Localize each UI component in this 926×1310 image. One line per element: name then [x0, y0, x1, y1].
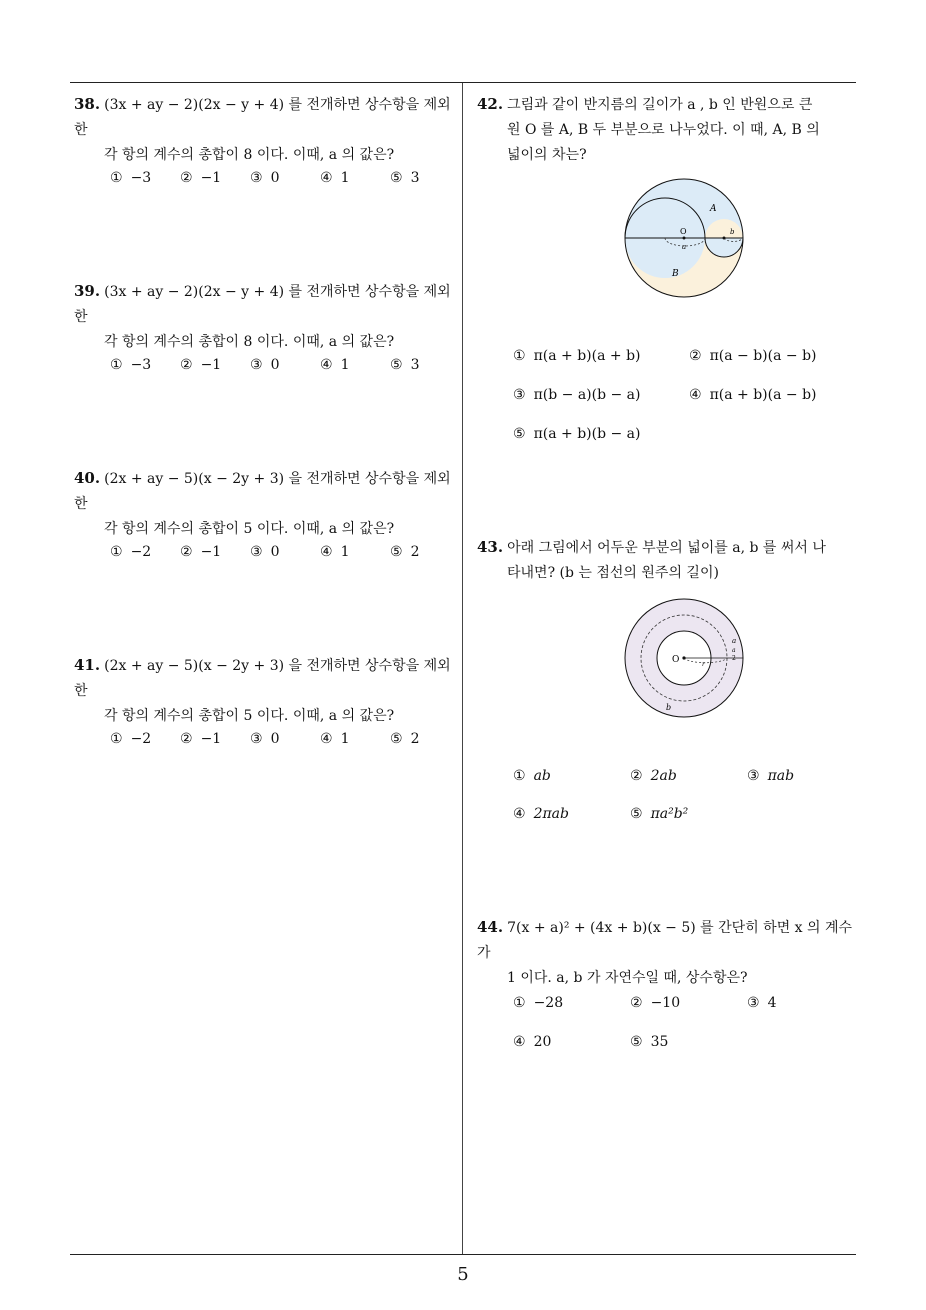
- choice-1[interactable]: ① π(a + b)(a + b): [513, 348, 641, 364]
- choice-4[interactable]: ④ π(a + b)(a − b): [689, 387, 817, 403]
- label-r: r: [702, 661, 705, 668]
- question-stem: [477, 915, 861, 991]
- choice-5[interactable]: ⑤ 2: [390, 544, 420, 560]
- question-40: [74, 466, 458, 542]
- question-42: [477, 92, 861, 168]
- label-center: O: [672, 655, 680, 665]
- choice-1[interactable]: ① −3: [110, 357, 152, 373]
- question-41: [74, 653, 458, 729]
- choice-4[interactable]: ④ 20: [513, 1034, 552, 1050]
- figure-42-circle-diagram: [618, 176, 748, 304]
- choice-5[interactable]: ⑤ πa²b²: [630, 806, 689, 822]
- choice-2[interactable]: ② π(a − b)(a − b): [689, 348, 817, 364]
- choice-1[interactable]: ① −2: [110, 731, 152, 747]
- label-region-b: B: [672, 269, 679, 279]
- stem-line: 아래 그림에서 어두운 부분의 넓이를 a, b 를 써서 나: [507, 540, 826, 556]
- bottom-rule: [70, 1254, 856, 1255]
- choice-4[interactable]: ④ 2πab: [513, 806, 569, 822]
- question-stem: [74, 92, 458, 168]
- choice-1[interactable]: ① −28: [513, 995, 564, 1011]
- choice-5[interactable]: ⑤ π(a + b)(b − a): [513, 426, 641, 442]
- stem-line: 각 항의 계수의 총합이 8 이다. 이때, a 의 값은?: [104, 334, 395, 350]
- label-radius-b: b: [730, 228, 735, 236]
- stem-line: 각 항의 계수의 총합이 5 이다. 이때, a 의 값은?: [104, 521, 395, 537]
- choice-4[interactable]: ④ 1: [320, 544, 350, 560]
- choice-1[interactable]: ① −2: [110, 544, 152, 560]
- label-a-half-num: a: [732, 647, 736, 654]
- question-stem: [477, 535, 861, 586]
- question-stem: [74, 466, 458, 542]
- center-point: [683, 237, 686, 240]
- choice-4[interactable]: ④ 1: [320, 357, 350, 373]
- choice-1[interactable]: ① −3: [110, 170, 152, 186]
- question-number: 39.: [74, 282, 101, 300]
- choice-2[interactable]: ② −1: [180, 544, 222, 560]
- choice-2[interactable]: ② −1: [180, 731, 222, 747]
- stem-line: (3x + ay − 2)(2x − y + 4) 를 전개하면 상수항을 제외한: [74, 284, 451, 325]
- choice-3[interactable]: ③ 0: [250, 731, 280, 747]
- stem-line: 원 O 를 A, B 두 부분으로 나누었다. 이 때, A, B 의: [507, 122, 820, 138]
- choice-5[interactable]: ⑤ 35: [630, 1034, 669, 1050]
- question-38: [74, 92, 458, 168]
- question-39: [74, 279, 458, 355]
- column-divider: [462, 83, 463, 1254]
- center-b-point: [723, 237, 726, 240]
- label-region-a: A: [710, 204, 717, 214]
- choice-2[interactable]: ② −1: [180, 170, 222, 186]
- question-number: 40.: [74, 469, 101, 487]
- question-stem: [477, 92, 861, 168]
- choice-3[interactable]: ③ 0: [250, 170, 280, 186]
- choice-4[interactable]: ④ 1: [320, 731, 350, 747]
- label-a: a: [732, 637, 737, 645]
- label-center: O: [680, 227, 687, 236]
- choice-3[interactable]: ③ πab: [747, 768, 795, 784]
- choice-2[interactable]: ② −10: [630, 995, 681, 1011]
- question-number: 43.: [477, 538, 504, 556]
- stem-line: 그림과 같이 반지름의 길이가 a , b 인 반원으로 큰: [507, 97, 813, 113]
- choice-4[interactable]: ④ 1: [320, 170, 350, 186]
- question-number: 42.: [477, 95, 504, 113]
- page-number: 5: [457, 1264, 469, 1285]
- stem-line: (2x + ay − 5)(x − 2y + 3) 을 전개하면 상수항을 제외한: [74, 658, 451, 699]
- stem-line: 넓이의 차는?: [507, 147, 587, 163]
- choice-1[interactable]: ① ab: [513, 768, 551, 784]
- choice-3[interactable]: ③ 0: [250, 544, 280, 560]
- choice-3[interactable]: ③ π(b − a)(b − a): [513, 387, 641, 403]
- question-number: 44.: [477, 918, 504, 936]
- stem-line: 1 이다. a, b 가 자연수일 때, 상수항은?: [507, 970, 748, 986]
- stem-line: 각 항의 계수의 총합이 5 이다. 이때, a 의 값은?: [104, 708, 395, 724]
- question-number: 38.: [74, 95, 101, 113]
- stem-line: (3x + ay − 2)(2x − y + 4) 를 전개하면 상수항을 제외한: [74, 97, 451, 138]
- label-b: b: [666, 703, 672, 712]
- question-stem: [74, 653, 458, 729]
- figure-43-ring-diagram: [620, 596, 748, 724]
- stem-line: 타내면? (b 는 점선의 원주의 길이): [507, 565, 719, 581]
- stem-line: 각 항의 계수의 총합이 8 이다. 이때, a 의 값은?: [104, 147, 395, 163]
- stem-line: (2x + ay − 5)(x − 2y + 3) 을 전개하면 상수항을 제외한: [74, 471, 451, 512]
- choice-5[interactable]: ⑤ 2: [390, 731, 420, 747]
- question-44: [477, 915, 861, 991]
- choice-2[interactable]: ② −1: [180, 357, 222, 373]
- choice-3[interactable]: ③ 4: [747, 995, 777, 1011]
- choice-5[interactable]: ⑤ 3: [390, 357, 420, 373]
- choice-5[interactable]: ⑤ 3: [390, 170, 420, 186]
- question-stem: [74, 279, 458, 355]
- choice-2[interactable]: ② 2ab: [630, 768, 677, 784]
- label-a-half-den: 2: [732, 655, 736, 662]
- center-point: [682, 656, 685, 659]
- label-radius-a: a: [682, 243, 687, 251]
- question-number: 41.: [74, 656, 101, 674]
- question-43: [477, 535, 861, 586]
- choice-3[interactable]: ③ 0: [250, 357, 280, 373]
- top-rule: [70, 82, 856, 83]
- stem-line: 7(x + a)² + (4x + b)(x − 5) 를 간단히 하면 x 의 계수가: [477, 920, 853, 961]
